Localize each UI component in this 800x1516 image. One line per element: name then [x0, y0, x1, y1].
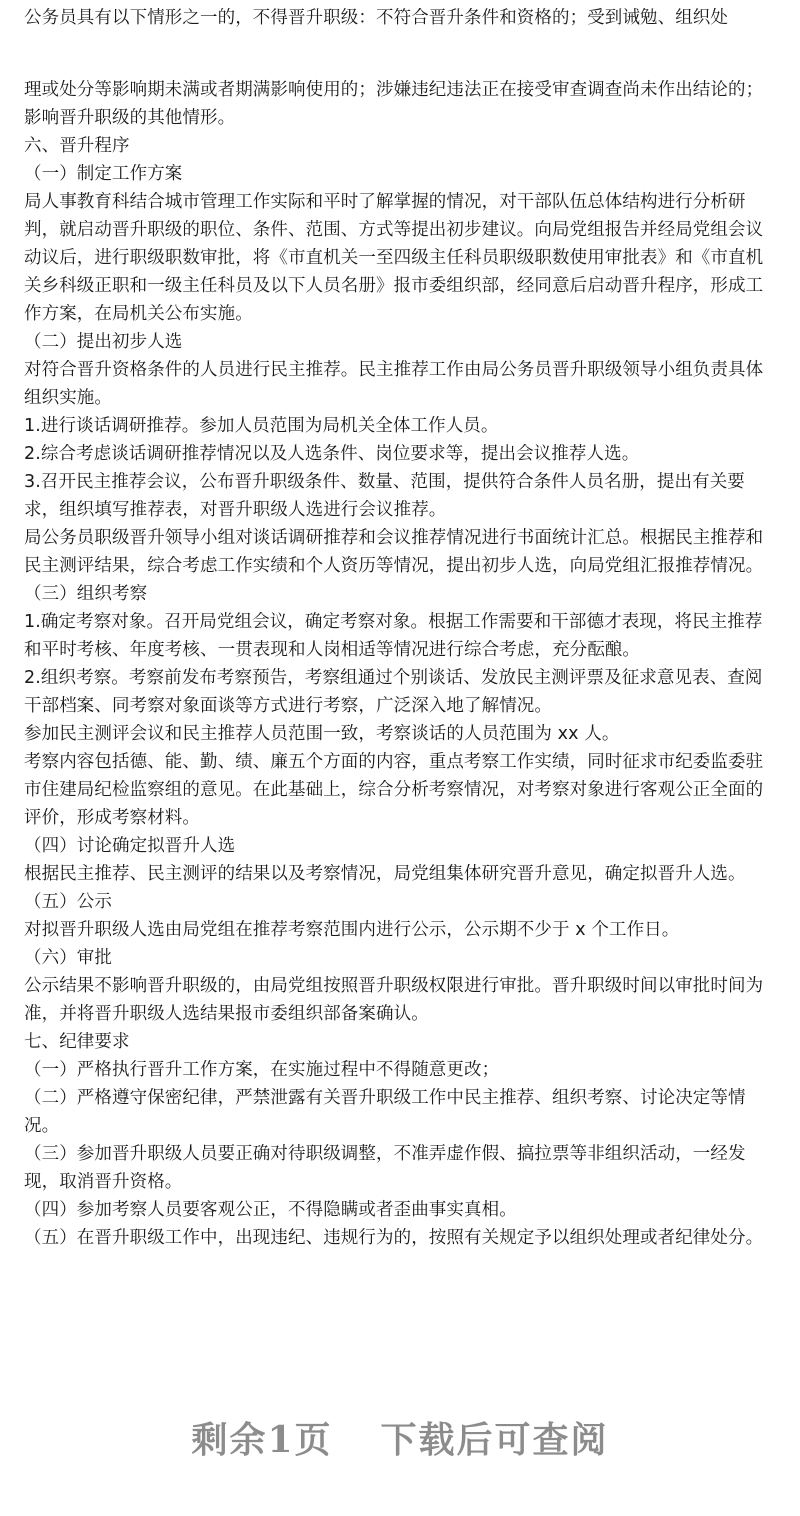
- paragraph: 局公务员职级晋升领导小组对谈话调研推荐和会议推荐情况进行书面统计汇总。根据民主推荐和民主测评结果，综合考虑工作实绩和个人资历等情况，提出初步人选，向局党组汇报推荐情况。: [24, 528, 764, 576]
- section-heading: 六、晋升程序: [24, 136, 130, 156]
- paragraph: 对符合晋升资格条件的人员进行民主推荐。民主推荐工作由局公务员晋升职级领导小组负责具体组织实施。: [24, 360, 764, 408]
- list-item: 3.召开民主推荐会议，公布晋升职级条件、数量、范围，提供符合条件人员名册，提出有关要求，组织填写推荐表，对晋升职级人选进行会议推荐。: [24, 472, 745, 520]
- remaining-pages-label: 剩余1页: [191, 1419, 333, 1461]
- subsection-heading: （一）制定工作方案: [24, 164, 183, 184]
- list-item: 2.组织考察。考察前发布考察预告，考察组通过个别谈话、发放民主测评票及征求意见表、查阅干部档案、同考察对象面谈等方式进行考察，广泛深入地了解情况。: [24, 668, 763, 716]
- download-prompt-banner[interactable]: [0, 1412, 800, 1463]
- subsection-heading: （五）公示: [24, 892, 112, 912]
- list-item: 1.进行谈话调研推荐。参加人员范围为局机关全体工作人员。: [24, 416, 499, 436]
- list-item: （四）参加考察人员要客观公正，不得隐瞒或者歪曲事实真相。: [24, 1200, 517, 1220]
- section-heading: 七、纪律要求: [24, 1032, 130, 1052]
- paragraph: 考察内容包括德、能、勤、绩、廉五个方面的内容，重点考察工作实绩，同时征求市纪委监委驻市住建局纪检监察组的意见。在此基础上，综合分析考察情况，对考察对象进行客观公正全面的评价，形成考察材料。: [24, 752, 764, 828]
- subsection-heading: （四）讨论确定拟晋升人选: [24, 836, 236, 856]
- subsection-heading: （六）审批: [24, 948, 112, 968]
- paragraph: 局人事教育科结合城市管理工作实际和平时了解掌握的情况，对干部队伍总体结构进行分析研判，就启动晋升职级的职位、条件、范围、方式等提出初步建议。向局党组报告并经局党组会议动议后，进行职级职数审批，将《市直机关一至四级主任科员职级职数使用审批表》和《市直机关乡科级正职和一级主任科员及以下人员名册》报市委组织部，经同意后启动晋升程序，形成工作方案，在局机关公布实施。: [24, 192, 764, 324]
- list-item: （三）参加晋升职级人员要正确对待职级调整，不准弄虚作假、搞拉票等非组织活动，一经发现，取消晋升资格。: [24, 1144, 746, 1192]
- paragraph: 公示结果不影响晋升职级的，由局党组按照晋升职级权限进行审批。晋升职级时间以审批时间为准，并将晋升职级人选结果报市委组织部备案确认。: [24, 976, 764, 1024]
- paragraph: 公务员具有以下情形之一的，不得晋升职级：不符合晋升条件和资格的；受到诫勉、组织处: [24, 8, 728, 28]
- paragraph: 参加民主测评会议和民主推荐人员范围一致，考察谈话的人员范围为 xx 人。: [24, 724, 620, 744]
- list-item: （一）严格执行晋升工作方案，在实施过程中不得随意更改；: [24, 1060, 500, 1080]
- subsection-heading: （二）提出初步人选: [24, 332, 183, 352]
- list-item: 2.综合考虑谈话调研推荐情况以及人选条件、岗位要求等，提出会议推荐人选。: [24, 444, 640, 464]
- list-item: （五）在晋升职级工作中，出现违纪、违规行为的，按照有关规定予以组织处理或者纪律处分。: [24, 1228, 764, 1248]
- list-item: 1.确定考察对象。召开局党组会议，确定考察对象。根据工作需要和干部德才表现，将民主推荐和平时考核、年度考核、一贯表现和人岗相适等情况进行综合考虑，充分酝酿。: [24, 612, 763, 660]
- page-break-gap: [24, 32, 780, 76]
- paragraph: 根据民主推荐、民主测评的结果以及考察情况，局党组集体研究晋升意见，确定拟晋升人选。: [24, 864, 746, 884]
- paragraph: 理或处分等影响期未满或者期满影响使用的；涉嫌违纪违法正在接受审查调查尚未作出结论的；影响晋升职级的其他情形。: [24, 80, 764, 128]
- paragraph: 对拟晋升职级人选由局党组在推荐考察范围内进行公示，公示期不少于 x 个工作日。: [24, 920, 680, 940]
- subsection-heading: （三）组织考察: [24, 584, 148, 604]
- document-body: [24, 4, 780, 1252]
- download-to-view-label: 下载后可查阅: [380, 1419, 609, 1461]
- list-item: （二）严格遵守保密纪律，严禁泄露有关晋升职级工作中民主推荐、组织考察、讨论决定等情况。: [24, 1088, 746, 1136]
